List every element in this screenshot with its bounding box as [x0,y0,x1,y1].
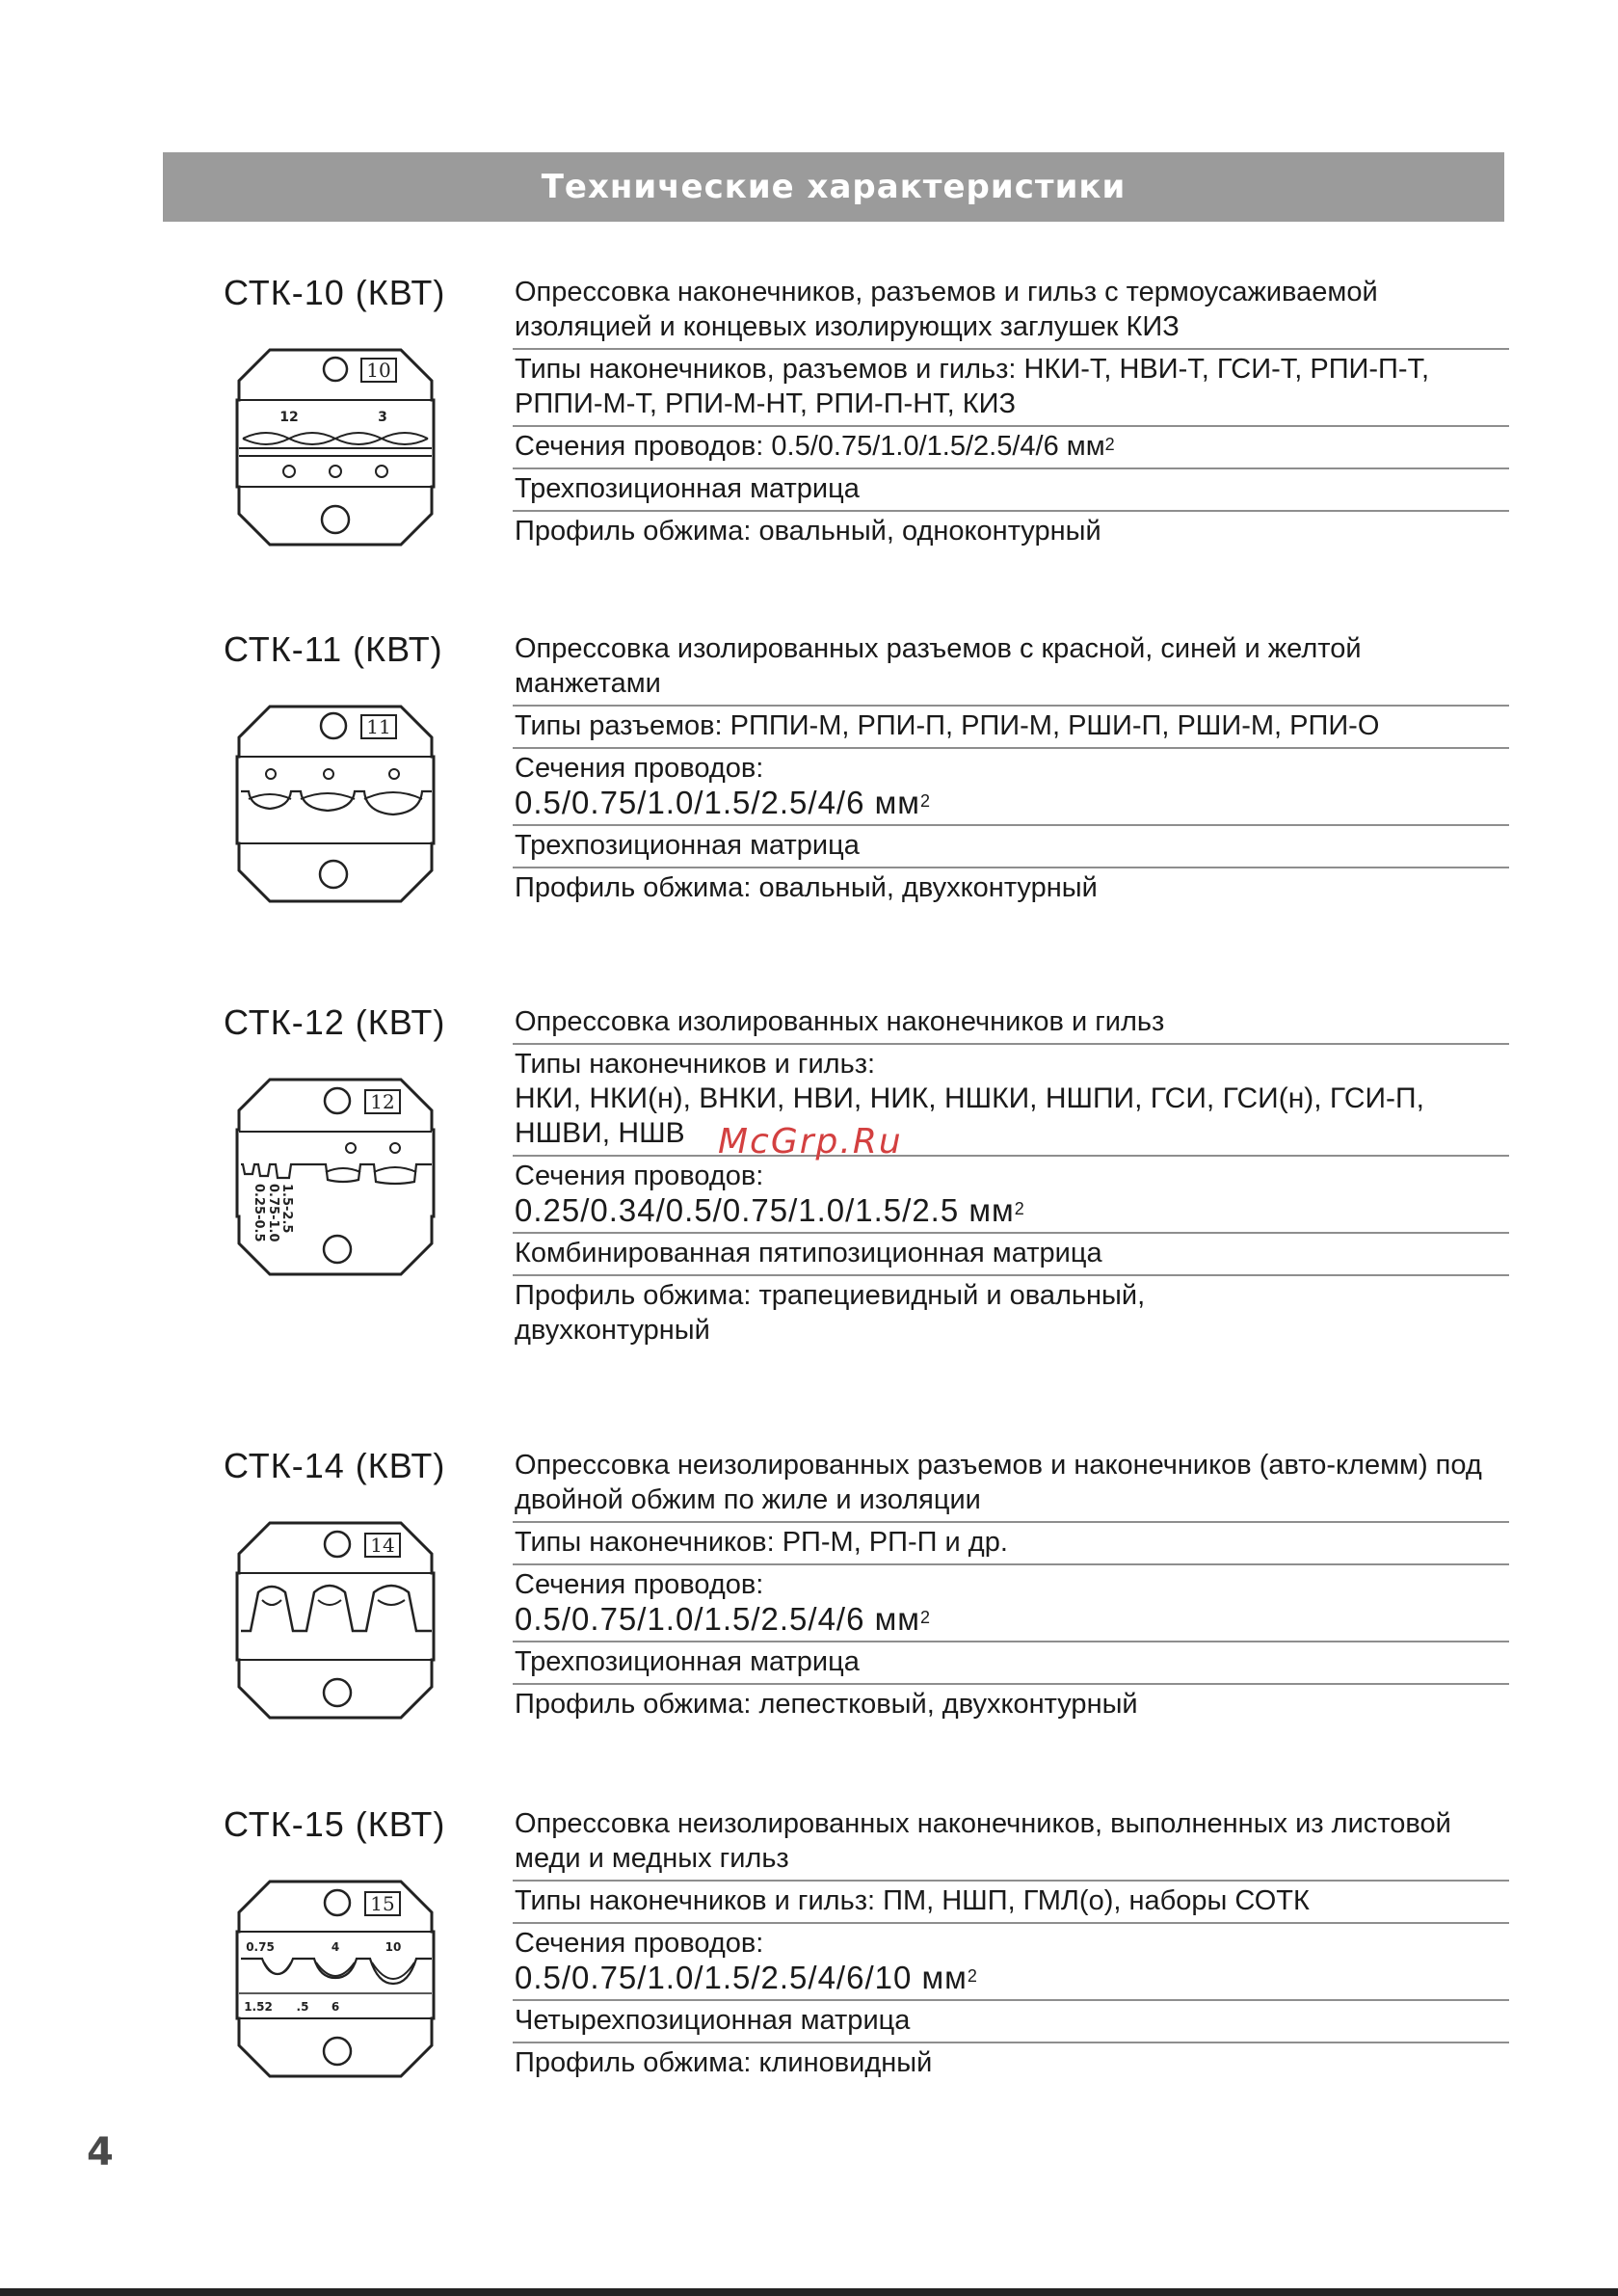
spec-row: Типы разъемов: РППИ-М, РПИ-П, РПИ-М, РШИ-П, РШИ-М, РПИ-О [513,707,1509,749]
die-drawing [229,342,443,556]
spec-table [513,1804,1509,2084]
superscript: 2 [1014,1199,1025,1218]
spec-row-text: Профиль обжима: трапециевидный и овальный, [515,1280,1146,1311]
spec-row: Типы наконечников, разъемов и гильз: НКИ-Т, НВИ-Т, ГСИ-Т, РПИ-П-Т, РППИ-М-Т, РПИ-М-НТ, РПИ-П-НТ, КИЗ [513,350,1509,427]
model-name: СТК-11 (КВТ) [224,629,443,669]
svg-text:12: 12 [279,410,299,425]
spec-row [513,427,1509,469]
model-name: СТК-12 (КВТ) [224,1002,446,1042]
superscript: 2 [920,791,932,811]
spec-table [513,273,1509,552]
svg-text:6: 6 [331,2000,340,2014]
spec-table [513,1446,1509,1725]
page-number: 4 [87,2130,114,2175]
spec-row-text: двухконтурный [515,1315,710,1346]
spec-row: Опрессовка неизолированных наконечников, выполненных из листовой меди и медных гильз [513,1804,1509,1882]
spec-row-text: Сечения проводов: 0.5/0.75/1.0/1.5/2.5/4/6 мм [515,431,1105,462]
svg-text:1.5-2.5: 1.5-2.5 [279,1184,294,1234]
svg-text:.5: .5 [296,2000,309,2014]
spec-row: Трехпозиционная матрица [513,826,1509,868]
spec-row [513,1157,1509,1234]
spec-row: Опрессовка изолированных разъемов с красной, синей и желтой манжетами [513,629,1509,707]
svg-text:4: 4 [331,1940,340,1954]
spec-row [513,1565,1509,1642]
spec-row: Четырехпозиционная матрица [513,2001,1509,2043]
die-drawing [229,1072,443,1286]
crimp-die-icon [229,1515,443,1729]
spec-row [513,1276,1509,1351]
spec-row: Типы наконечников и гильз: ПМ, НШП, ГМЛ(о), наборы СОТК [513,1882,1509,1924]
spec-row: Профиль обжима: лепестковый, двухконтурный [515,1689,1138,1720]
spec-row: Трехпозиционная матрица [513,1642,1509,1685]
svg-text:0.75-1.0: 0.75-1.0 [266,1184,280,1242]
svg-text:10: 10 [366,359,391,382]
model-name: СТК-10 (КВТ) [224,273,446,312]
crimp-die-icon [229,342,443,556]
spec-row-text: 0.25/0.34/0.5/0.75/1.0/1.5/2.5 мм [515,1192,1015,1228]
spec-row-text: 0.5/0.75/1.0/1.5/2.5/4/6/10 мм [515,1960,968,1995]
die-drawing [229,1515,443,1729]
svg-text:0.75: 0.75 [246,1940,275,1954]
spec-row-text: 0.5/0.75/1.0/1.5/2.5/4/6 мм [515,1601,920,1637]
model-name: СТК-15 (КВТ) [224,1804,446,1844]
spec-row: Профиль обжима: овальный, двухконтурный [515,872,1098,903]
section-header [163,152,1504,222]
spec-row: Профиль обжима: овальный, одноконтурный [515,516,1101,547]
spec-row-text: НКИ, НКИ(н), ВНКИ, НВИ, НИК, НШКИ, НШПИ, ГСИ, ГСИ(н), ГСИ-П, НШВИ, НШВ [515,1082,1424,1149]
spec-row: Профиль обжима: клиновидный [515,2047,933,2078]
svg-text:11: 11 [366,715,391,738]
crimp-die-icon [229,1072,443,1286]
section-title: Технические характеристики [541,168,1127,206]
superscript: 2 [920,1608,932,1627]
spec-row-label: Сечения проводов: [515,1161,764,1191]
spec-row-label: Сечения проводов: [515,1569,764,1600]
spec-row: Опрессовка неизолированных разъемов и наконечников (авто-клемм) под двойной обжим по жиле и изоляции [513,1446,1509,1523]
spec-row-label: Типы наконечников и гильз: [515,1049,876,1080]
model-name: СТК-14 (КВТ) [224,1446,446,1485]
die-drawing [229,699,443,913]
svg-text:10: 10 [385,1940,402,1954]
page-bottom-border [0,2288,1618,2296]
crimp-die-icon [229,699,443,913]
svg-text:0.25-0.5: 0.25-0.5 [252,1184,266,1242]
spec-row [513,1924,1509,2001]
spec-table [513,629,1509,909]
spec-row: Опрессовка наконечников, разъемов и гильз с термоусаживаемой изоляцией и концевых изолирующих заглушек КИЗ [513,273,1509,350]
svg-text:15: 15 [370,1892,395,1915]
spec-row: Трехпозиционная матрица [513,469,1509,512]
watermark: McGrp.Ru [718,1122,903,1161]
spec-row: Типы наконечников: РП-М, РП-П и др. [513,1523,1509,1565]
spec-row: Комбинированная пятипозиционная матрица [513,1234,1509,1276]
spec-table [513,1002,1509,1351]
die-drawing [229,1874,443,2088]
spec-row-text: 0.5/0.75/1.0/1.5/2.5/4/6 мм [515,785,920,820]
crimp-die-icon [229,1874,443,2088]
svg-text:14: 14 [370,1534,395,1557]
superscript: 2 [967,1966,978,1986]
superscript: 2 [1104,435,1115,454]
svg-text:3: 3 [378,410,387,425]
spec-row [513,749,1509,826]
svg-text:12: 12 [370,1090,395,1113]
spec-row-label: Сечения проводов: [515,1928,764,1959]
spec-row-label: Сечения проводов: [515,753,764,784]
spec-row: Опрессовка изолированных наконечников и гильз [513,1002,1509,1045]
svg-text:1.52: 1.52 [244,2000,273,2014]
spec-row [513,1045,1509,1157]
